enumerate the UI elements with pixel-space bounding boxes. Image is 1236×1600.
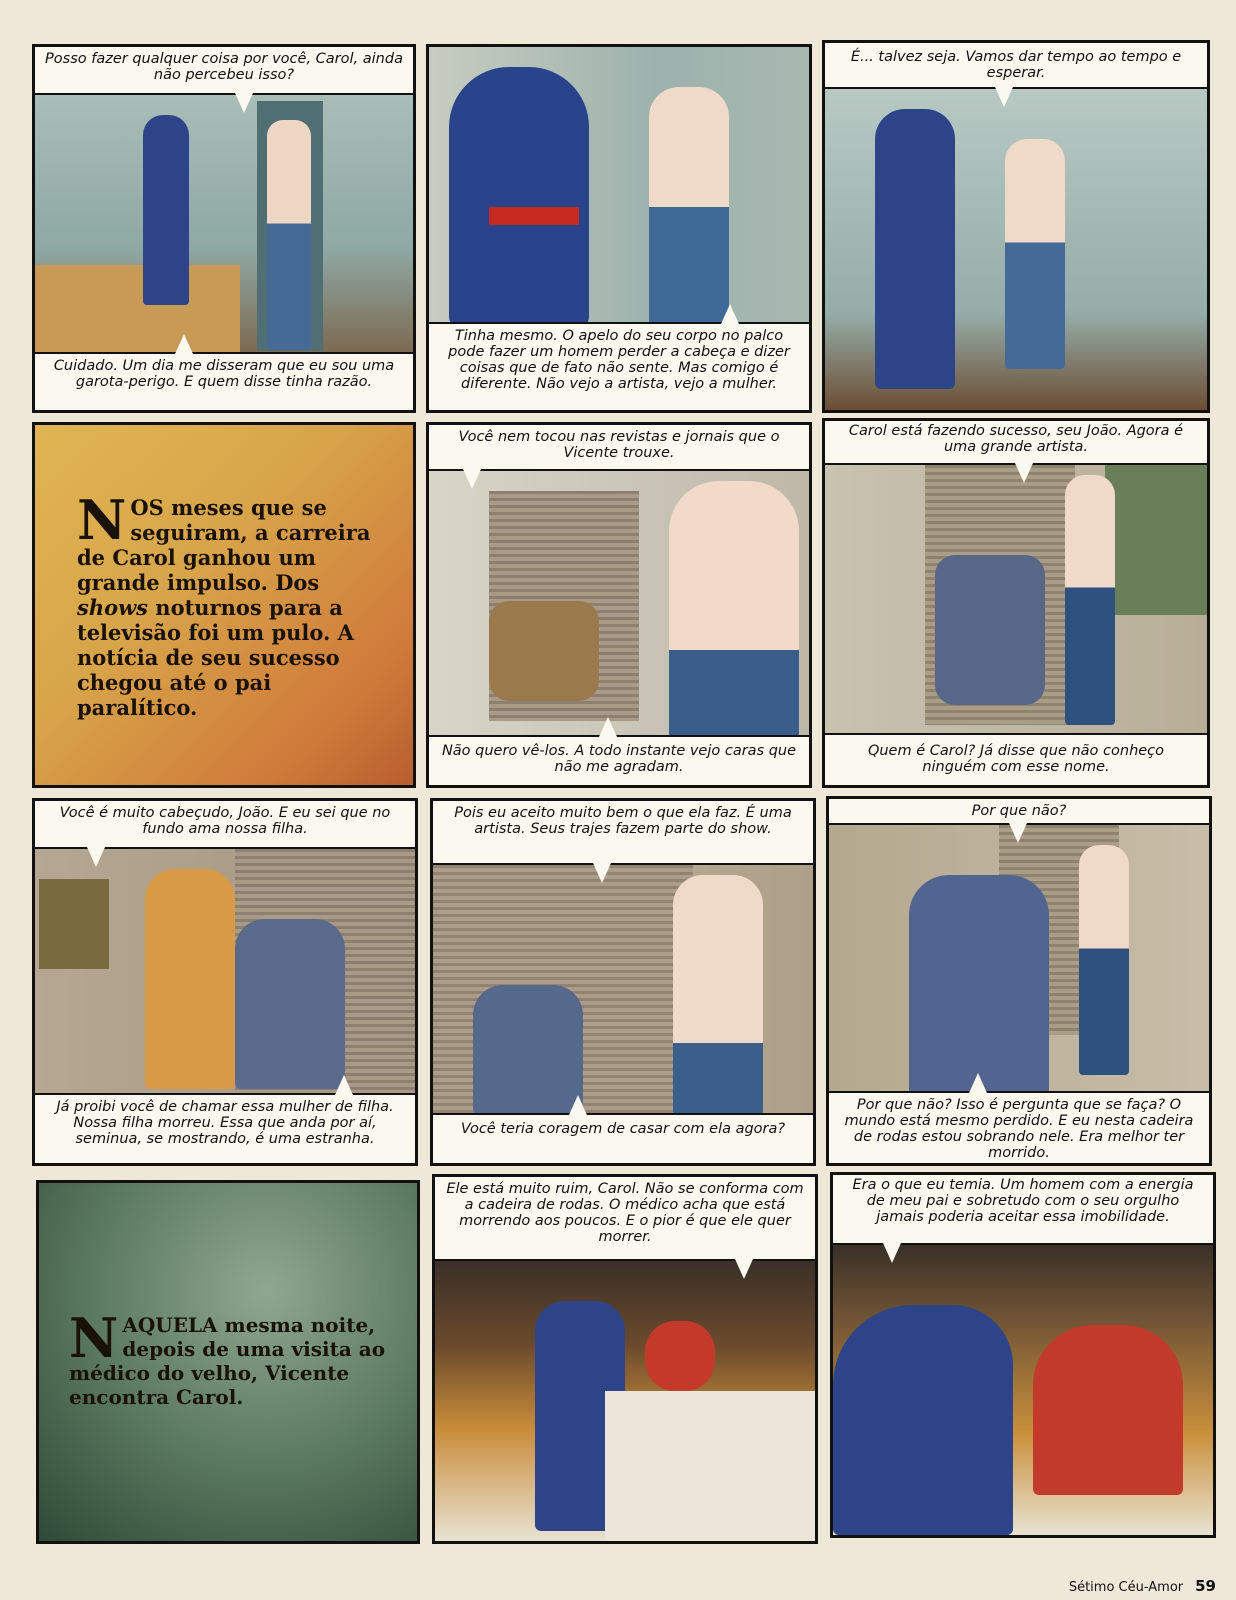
man-seated xyxy=(235,919,345,1089)
speech-balloon: Você teria coragem de casar com ela agora? xyxy=(433,1113,813,1163)
comic-panel-6 xyxy=(822,418,1210,788)
balloon-tail xyxy=(883,1243,901,1263)
speech-balloon: Você é muito cabeçudo, João. E eu sei que no fundo ama nossa filha. xyxy=(35,801,415,849)
woman-figure xyxy=(143,115,189,305)
woman-figure xyxy=(145,869,235,1089)
man-seated xyxy=(1033,1325,1183,1495)
page-footer xyxy=(1069,1577,1216,1595)
comic-panel-7 xyxy=(32,798,418,1166)
speech-balloon: Pois eu aceito muito bem o que ela faz. É uma artista. Seus trajes fazem parte do show. xyxy=(433,801,813,865)
man-figure xyxy=(267,120,311,350)
narration-text-part: OS meses que se seguiram, a carreira de Carol ganhou um grande impulso. Dos xyxy=(77,495,371,595)
comic-panel-8 xyxy=(430,798,816,1166)
drop-cap: N xyxy=(69,1306,119,1370)
man-figure xyxy=(1005,139,1065,369)
wheelchair-man xyxy=(935,555,1045,705)
balloon-tail xyxy=(1009,823,1027,843)
woman-figure xyxy=(449,67,589,322)
photo-living-room xyxy=(429,471,809,735)
photo-living-room xyxy=(825,465,1207,733)
wheelchair-man xyxy=(909,875,1049,1091)
balloon-tail xyxy=(569,1095,587,1115)
narration-text-part: noturnos para a televisão foi um pulo. A notícia de seu sucesso chegou até o pai paralítico. xyxy=(77,595,354,720)
balloon-tail xyxy=(1015,463,1033,483)
speech-balloon: Posso fazer qualquer coisa por você, Carol, ainda não percebeu isso? xyxy=(35,47,413,95)
comic-panel-9 xyxy=(826,796,1212,1166)
woman-figure xyxy=(875,109,955,389)
photo-dressing-room xyxy=(429,47,809,322)
balloon-tail xyxy=(175,334,193,354)
speech-balloon: Era o que eu temia. Um homem com a energia de meu pai e sobretudo com o seu orgulho jamais poderia aceitar essa imobilidade. xyxy=(833,1175,1213,1245)
speech-balloon: Já proibi você de chamar essa mulher de filha. Nossa filha morreu. Essa que anda por aí, seminua, se mostrando, é uma estranha. xyxy=(35,1093,415,1163)
comic-panel-11 xyxy=(432,1174,818,1544)
narration-box-2 xyxy=(36,1180,420,1544)
photo-restaurant xyxy=(833,1245,1213,1535)
man-figure xyxy=(1065,475,1115,725)
photo-dressing-room xyxy=(825,89,1207,410)
dresser-shape xyxy=(35,265,240,352)
comic-panel-1 xyxy=(32,44,416,413)
balloon-tail xyxy=(335,1075,353,1095)
speech-balloon: É... talvez seja. Vamos dar tempo ao tempo e esperar. xyxy=(825,43,1207,89)
photo-restaurant xyxy=(435,1261,815,1541)
speech-balloon: Cuidado. Um dia me disseram que eu sou uma garota-perigo. E quem disse tinha razão. xyxy=(35,352,413,410)
narration-text xyxy=(77,488,387,720)
balloon-tail xyxy=(969,1073,987,1093)
speech-balloon: Carol está fazendo sucesso, seu João. Agora é uma grande artista. xyxy=(825,421,1207,465)
speech-balloon: Por que não? Isso é pergunta que se faça? O mundo está mesmo perdido. E eu nesta cadeira de rodas estou sobrando nele. Era melhor ter morrido. xyxy=(829,1091,1209,1163)
narration-box-1 xyxy=(32,422,416,788)
man-seated xyxy=(473,985,583,1113)
balloon-tail xyxy=(995,87,1013,107)
photo-living-room xyxy=(829,825,1209,1091)
man-figure xyxy=(649,87,729,322)
comic-panel-12 xyxy=(830,1172,1216,1538)
narration-emphasis: shows xyxy=(77,595,148,620)
man-figure xyxy=(669,481,799,735)
speech-balloon: Não quero vê-los. A todo instante vejo caras que não me agradam. xyxy=(429,735,809,785)
magazine-name: Sétimo Céu-Amor xyxy=(1068,1580,1184,1595)
comic-panel-2 xyxy=(426,44,812,413)
narration-text-part: AQUELA mesma noite, depois de uma visita ao médico do velho, Vicente encontra Carol. xyxy=(69,1313,386,1409)
speech-balloon: Ele está muito ruim, Carol. Não se conforma com a cadeira de rodas. O médico acha que está morrendo aos poucos. E o pior é que ele quer morrer. xyxy=(435,1177,815,1261)
balloon-tail xyxy=(735,1259,753,1279)
photo-living-room xyxy=(433,865,813,1113)
speech-balloon: Você nem tocou nas revistas e jornais que o Vicente trouxe. xyxy=(429,425,809,471)
woman-seated xyxy=(833,1305,1013,1535)
page-number: 59 xyxy=(1195,1577,1216,1595)
photo-dressing-room xyxy=(35,95,413,352)
man-figure xyxy=(1079,845,1129,1075)
table-shape xyxy=(605,1391,815,1541)
comic-panel-5 xyxy=(426,422,812,788)
comic-panel-3 xyxy=(822,40,1210,413)
balloon-tail xyxy=(599,717,617,737)
balloon-tail xyxy=(721,304,739,324)
couple-seated xyxy=(489,601,599,701)
balloon-tail xyxy=(87,847,105,867)
photo-living-room xyxy=(35,849,415,1093)
speech-balloon: Tinha mesmo. O apelo do seu corpo no palco pode fazer um homem perder a cabeça e dizer coisas que de fato não sente. Mas comigo é diferente. Não vejo a artista, vejo a mulher. xyxy=(429,322,809,410)
balloon-tail xyxy=(235,93,253,113)
red-belt xyxy=(489,207,579,225)
man-seated xyxy=(645,1321,715,1391)
balloon-tail xyxy=(463,469,481,489)
speech-balloon: Por que não? xyxy=(829,799,1209,825)
painting-shape xyxy=(1105,465,1207,615)
painting-shape xyxy=(39,879,109,969)
speech-balloon: Quem é Carol? Já disse que não conheço ninguém com esse nome. xyxy=(825,733,1207,785)
man-standing xyxy=(673,875,763,1113)
drop-cap: N xyxy=(77,488,127,552)
narration-text xyxy=(69,1306,399,1409)
balloon-tail xyxy=(593,863,611,883)
